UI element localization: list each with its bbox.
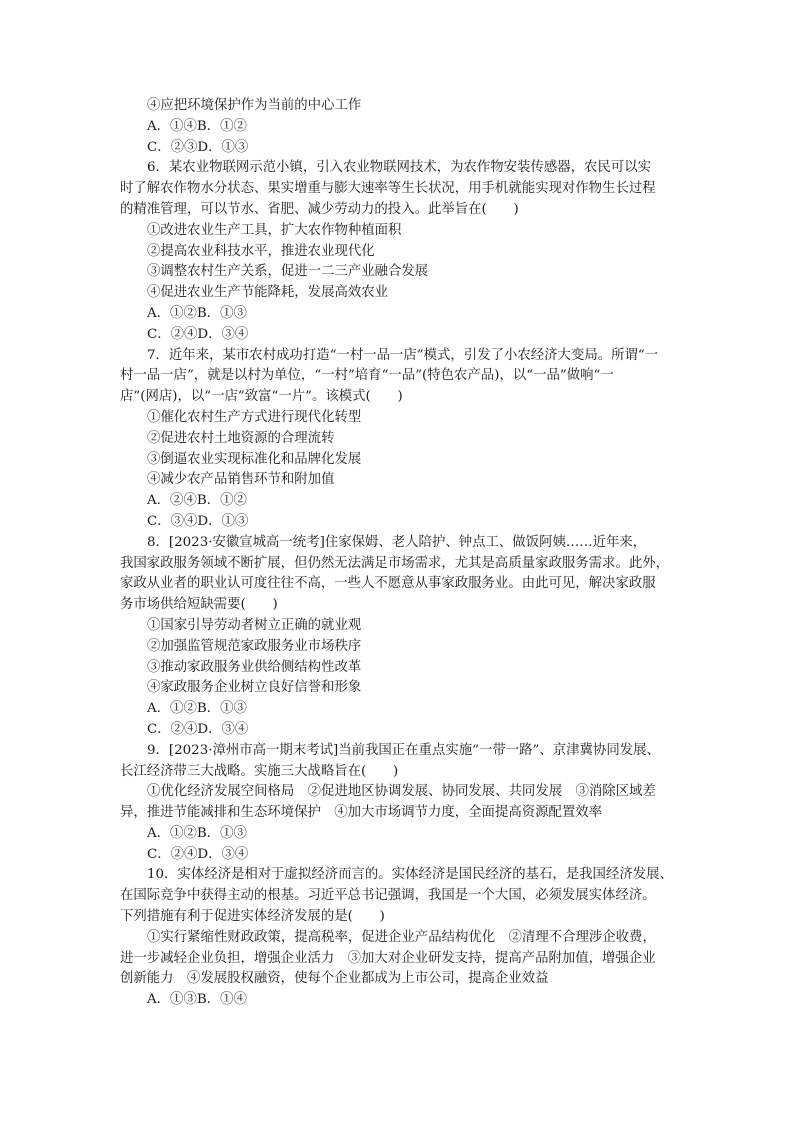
text-line: ②提高农业科技水平，推进农业现代化 [147,243,375,259]
text-line: 的精准管理，可以节水、省肥、减少劳动力的投入。此举旨在( ) [120,201,519,217]
text-line: A．①②B．①③ [147,701,247,717]
text-line: ①优化经济发展空间格局 ②促进地区协调发展、协同发展、共同发展 ③消除区域差 [147,784,656,800]
document-page [120,96,680,1011]
text-line: A．①②B．①③ [147,825,247,841]
text-line: ①国家引导劳动者树立正确的就业观 [147,617,362,633]
text-line: 异，推进节能减排和生态环境保护 ④加大市场调节力度，全面提高资源配置效率 [120,805,603,821]
text-line: 长江经济带三大战略。实施三大战略旨在( ) [120,763,399,779]
text-line: C．②④D．③④ [147,326,249,342]
text-line: 家政从业者的职业认可度往往不高，一些人不愿意从事家政服务业。由此可见，解决家政服 [120,576,656,592]
text-line: ④促进农业生产节能降耗，发展高效农业 [147,285,389,301]
text-line: 务市场供给短缺需要( ) [120,597,278,613]
text-line: C．②④D．③④ [147,721,249,737]
text-line: 下列措施有利于促进实体经济发展的是( ) [120,909,385,925]
text-line: 8．[2023·安徽宣城高一统考]住家保姆、老人陪护、钟点工、做饭阿姨……近年来， [147,534,647,550]
text-line: 9．[2023·漳州市高一期末考试]当前我国正在重点实施“一带一路”、京津冀协同发展、 [147,742,660,758]
text-line: 6．某农业物联网示范小镇，引入农业物联网技术，为农作物安装传感器，农民可以实 [147,160,651,176]
text-line: ①改进农业生产工具，扩大农作物种植面积 [147,222,402,238]
text-line: ④应把环境保护作为当前的中心工作 [147,98,362,113]
text-line: ①催化农村生产方式进行现代化转型 [147,409,362,425]
text-line: C．②③D．①③ [147,139,249,155]
text-line: ①实行紧缩性财政政策，提高税率，促进企业产品结构优化 ②清理不合理涉企收费， [147,929,656,945]
text-line: 10．实体经济是相对于虚拟经济而言的。实体经济是国民经济的基石，是我国经济发展、 [147,867,673,883]
text-line: 时了解农作物水分状态、果实增重与膨大速率等生长状况，用手机就能实现对作物生长过程 [120,181,656,197]
text-line: A．①②B．①③ [147,305,247,321]
text-line: ④减少农产品销售环节和附加值 [147,472,335,488]
text-line: ③推动家政服务业供给侧结构性改革 [147,659,362,675]
text-line: ②促进农村土地资源的合理流转 [147,430,335,446]
text-line: ③倒逼农业实现标准化和品牌化发展 [147,451,362,467]
text-line: 进一步减轻企业负担，增强企业活力 ③加大对企业研发支持，提高产品附加值，增强企业 [120,950,656,966]
text-line: 我国家政服务领域不断扩展，但仍然无法满足市场需求，尤其是高质量家政服务需求。此外， [120,555,670,571]
text-line: 店”(网店)，以“一店”致富“一片”。该模式( ) [120,389,403,405]
text-line: A．①④B．①② [147,118,247,134]
text-line: 在国际竞争中获得主动的根基。习近平总书记强调，我国是一个大国，必须发展实体经济。 [120,888,656,904]
text-line: C．②④D．③④ [147,846,249,862]
text-line: C．③④D．①③ [147,513,249,529]
text-line: ④家政服务企业树立良好信誉和形象 [147,680,362,696]
text-line: 7．近年来，某市农村成功打造“一村一品一店”模式，引发了小农经济大变局。所谓“一 [147,347,659,363]
text-line: A．②④B．①② [147,493,247,509]
text-line: A．①③B．①④ [147,992,247,1008]
text-line: 创新能力 ④发展股权融资，使每个企业都成为上市公司，提高企业效益 [120,971,549,987]
text-line: ②加强监管规范家政服务业市场秩序 [147,638,362,654]
text-line: ③调整农村生产关系，促进一二三产业融合发展 [147,264,429,280]
text-line: 村一品一店”，就是以村为单位，“一村”培育“一品”(特色农产品)，以“一品”做响“一 [120,368,614,384]
